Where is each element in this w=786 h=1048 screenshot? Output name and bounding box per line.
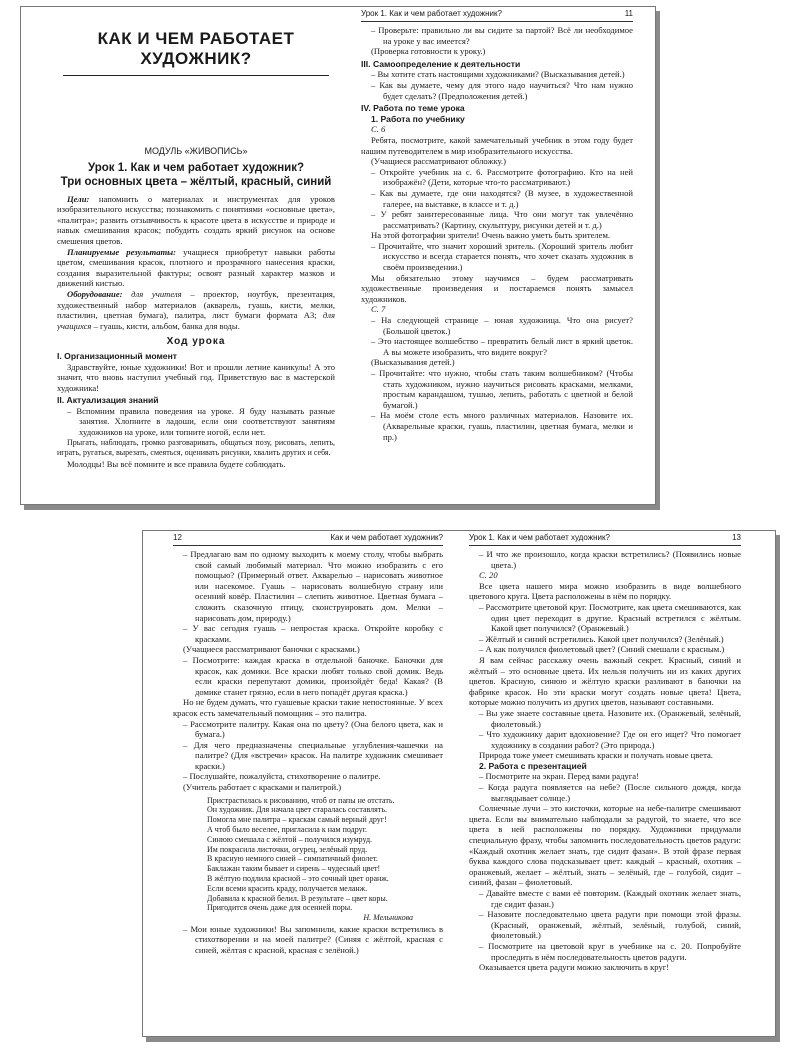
- text-line: На этой фотографии зрители! Очень важно уметь быть зрителем.: [371, 230, 611, 241]
- lesson-title-line-2: Три основных цвета – жёлтый, красный, синий: [60, 175, 332, 188]
- lesson-flow-heading: Ход урока: [166, 336, 226, 348]
- page-12: [173, 531, 443, 1036]
- text-line: – И что же произошло, когда краски встретились? (Появились новые цвета.): [479, 549, 741, 570]
- goals-label: Цели:: [67, 193, 90, 204]
- equipment-teacher-text: – проектор, ноутбук, презентация, художественный набор материалов (акварель, гуашь, кисти, мелки, пластилин, цветная бумага), палитра, лист бумаги формата А3;: [57, 288, 335, 321]
- text-line: – Прочитайте, что значит хороший зритель. (Хороший зритель любит искусство и всегда старается понять, что хочет сказать художник в своём произведении.): [371, 240, 633, 273]
- text-line: – Для чего предназначены специальные углубления-чашечки на палитре? (Для «встречи» красок. На палитре художник смешивает краски.): [183, 739, 443, 771]
- page-11: [361, 7, 633, 504]
- text-line: – На следующей странице – юная художница. Что она рисует? (Большой цветок.): [371, 315, 633, 336]
- running-header: [173, 531, 443, 546]
- text-line: (Проверка готовности к уроку.): [371, 46, 486, 57]
- text-line: Природа тоже умеет смешивать краски и получать новые цвета.: [479, 750, 713, 761]
- section-3-heading: III. Самоопределение к деятельности: [361, 58, 521, 69]
- poem-line: Им покрасила листочки, огурец, зелёный пруд.: [207, 844, 368, 854]
- page-ref: С. 6: [371, 124, 386, 135]
- poem-line: Пригодится очень даже для осенней поры.: [207, 903, 353, 913]
- text-line: – Посмотрите на экран. Перед вами радуга!: [479, 771, 639, 782]
- text-line: – Что художнику дарит вдохновение? Где он его ищет? Что помогает художнику в создании работ? (Это природа.): [479, 729, 741, 750]
- page-13-body: [469, 549, 741, 973]
- text-line: – На моём столе есть много различных материалов. Назовите их. (Акварельные краски, гуашь, пластилин, цветная бумага, мелки и пр.): [371, 410, 633, 442]
- text-line: (Учащиеся рассматривают обложку.): [371, 156, 506, 167]
- text-line: – Как вы думаете, где они находятся? (В музее, в художественной галерее, на выставке, в классе и т. д.): [371, 187, 633, 209]
- text-line: – Вы уже знаете составные цвета. Назовите их. (Оранжевый, зелёный, фиолетовый.): [479, 707, 741, 729]
- text-line: – Как вы думаете, чему для этого надо научиться? Что нам нужно будет сделать? (Предположения детей.): [371, 79, 633, 101]
- book-spread-top: [20, 6, 656, 505]
- page-number: 12: [173, 533, 182, 542]
- text-line: Ребята, посмотрите, какой замечательный учебник в этом году будет нашим путеводителем в мир изобразительного искусства.: [361, 134, 633, 156]
- section-2-list: Прыгать, наблюдать, громко разговаривать, общаться позу, рисовать, лепить, играть, ругаться, вырезать, смеяться, оценивать рисунки, хвалить других и себя.: [57, 437, 335, 458]
- page-13: [469, 531, 741, 1036]
- page-10: [57, 7, 335, 504]
- text-line: – Посмотрите: каждая краска в отдельной баночке. Баночки для красок, как домики. Все краски любят только свой домик. Ведь если краски перепутают домики, произойдёт беда! Какая? (В домике станет грязно, если в него попадёт другая краска.): [183, 654, 443, 697]
- goals-paragraph: [57, 194, 335, 247]
- module-heading: МОДУЛЬ «ЖИВОПИСЬ»: [144, 146, 248, 156]
- goals-text: напомнить о материалах и инструментах для уроков изобразительного искусства; познакомить с понятиями «основные цвета», «палитра»; развить отзывчивость к красоте цвета в искусстве и природе и навык смешивания красок; побудить создать яркий рисунок на основе смешения цветов.: [57, 193, 335, 246]
- section-4-heading: IV. Работа по теме урока: [361, 103, 465, 114]
- poem-line: Пристрастилась к рисованию, чтоб от папы не отстать.: [207, 795, 395, 805]
- chapter-title-line-2: ХУДОЖНИК?: [140, 49, 252, 68]
- text-line: – Послушайте, пожалуйста, стихотворение о палитре.: [183, 771, 381, 782]
- results-text: учащиеся приобретут навыки работы цветом, смешивания красок, плотного и прозрачного нанесения краски, создания выразительной фактуры; освоят разный характер мазков и движений кистью.: [57, 246, 335, 289]
- poem: [173, 796, 443, 914]
- text-line: Солнечные лучи – это кисточки, которые на небе-палитре смешивают цвета. Если вы внимательно наблюдали за радугой, то знаете, что все цвета в ней расположены по порядку. Художники придумали специальную фразу, чтобы запомнить последовательность цветов радуги: «Каждый охотник желает знать, где сидит фазан». В этой фразе первая буква каждого слова подсказывает цвет: каждый – красный, охотник – оранжевый, желает – жёлтый, знать – зелёный, где – голубой, сидит – синий, фазан – фиолетовый.: [469, 803, 741, 888]
- text-line: – У ребят заинтересованные лица. Что они могут так увлечённо рассматривать? (Картину, скульптуру, рисунки детей и т. д.): [371, 209, 633, 230]
- equipment-label: Оборудование:: [67, 288, 123, 299]
- subsection-heading: 1. Работа по учебнику: [371, 113, 465, 124]
- text-line: – Предлагаю вам по одному выходить к моему столу, чтобы выбрать свой самый любимый материал. Что можно изобразить с его помощью? (Примерный ответ. Акварелью – нарисовать животное или насекомое. Гуашь – нарисовать волшебную страну или осенний ковёр. Пластилин – слепить животное. Цветная бумага – сложить сказочную птицу, сконструировать дом. Мелки – нарисовать дом, природу.): [183, 549, 443, 623]
- running-header: [361, 7, 633, 22]
- page-ref: С. 20: [479, 570, 498, 581]
- section-1-heading: I. Организационный момент: [57, 350, 177, 361]
- poem-line: Синюю смешала с жёлтой – получился изумруд.: [207, 834, 373, 844]
- text-line: – Когда радуга появляется на небе? (После сильного дождя, когда выглядывает солнце.): [479, 782, 741, 803]
- poem-author: Н. Мельникова: [363, 913, 413, 923]
- text-line: – Рассмотрите палитру. Какая она по цвету? (Она белого цвета, как и бумага.): [183, 718, 443, 740]
- text-line: – Жёлтый и синий встретились. Какой цвет получился? (Зелёный.): [479, 633, 724, 644]
- text-line: Мы обязательно этому научимся – будем рассматривать художественные произведения и постараемся понять замысел художников.: [361, 272, 633, 304]
- text-line: – Посмотрите на цветовой круг в учебнике на с. 20. Попробуйте проследить в нём последовательность цветов радуги.: [479, 940, 741, 962]
- equipment-teacher-label: для учителя: [131, 288, 182, 299]
- equipment-pupil-text: – гуашь, кисти, альбом, банка для воды.: [93, 320, 240, 331]
- results-paragraph: [57, 247, 335, 289]
- section-2-end: Молодцы! Вы всё помните и все правила будете соблюдать.: [67, 458, 286, 469]
- text-line: Оказывается цвета радуги можно заключить в круг!: [479, 962, 670, 973]
- book-spread-bottom: [142, 530, 776, 1037]
- text-line: – Это настоящее волшебство – превратить белый лист в яркий цветок. А вы можете изобразить, что видите вокруг?: [371, 336, 633, 357]
- running-header-title: Урок 1. Как и чем работает художник?: [469, 533, 610, 542]
- text-line: – Мои юные художники! Вы запомнили, какие краски встретились в стихотворении и на моей палитре? (Синяя с жёлтой, красная с синей, жёлтая с красной, красная с зелёной.): [183, 923, 443, 955]
- section-1-text: Здравствуйте, юные художники! Вот и прошли летние каникулы! А это значит, что вновь наступил учебный год. Приветствую вас в мастерской художника!: [57, 361, 335, 393]
- text-line: (Высказывания детей.): [371, 357, 455, 368]
- poem-line: Помогла мне палитра – краскам самый верный друг!: [207, 815, 387, 825]
- page-ref: С. 7: [371, 304, 386, 315]
- text-line: – А как получился фиолетовый цвет? (Синий смешали с красным.): [479, 644, 725, 655]
- poem-line: Добавила к красной белил. В результате – цвет коры.: [207, 893, 388, 903]
- page-11-body: [361, 25, 633, 442]
- running-header: [469, 531, 741, 546]
- equipment-paragraph: [57, 289, 335, 331]
- running-header-title: Урок 1. Как и чем работает художник?: [361, 9, 502, 18]
- poem-line: В красную немного синей – симпатичный фиолет.: [207, 854, 378, 864]
- text-line: – Назовите последовательно цвета радуги при помощи этой фразы. (Красный, оранжевый, жёлтый, зелёный, голубой, синий, фиолетовый.): [479, 909, 741, 941]
- lesson-title: [57, 161, 335, 189]
- text-line: (Учащиеся рассматривают баночки с красками.): [183, 644, 360, 655]
- text-line: Все цвета нашего мира можно изобразить в виде волшебного цветового круга. Цвета расположены в нём по порядку.: [469, 580, 741, 602]
- poem-line: В жёлтую подлила красной – это сочный цвет оранж.: [207, 874, 389, 884]
- text-line: Но не будем думать, что гуашевые краски такие непостоянные. У всех красок есть замечательный помощник – это палитра.: [173, 697, 443, 718]
- page-number: 13: [732, 533, 741, 542]
- title-rule: [63, 75, 329, 76]
- subsection-heading: 2. Работа с презентацией: [479, 760, 587, 771]
- section-2-dash: – Вспомним правила поведения на уроке. Я буду называть разные занятия. Хлопните в ладоши, если они соответствуют занятиям художников на уроке, или топните ногой, если нет.: [67, 405, 335, 438]
- results-label: Планируемые результаты:: [67, 246, 176, 257]
- text-line: – Прочитайте: что нужно, чтобы стать таким волшебником? (Чтобы стать художником, нужно научиться рисовать красками, мелками, простым карандашом, тушью, лепить, работать с цветной и белой бумагой.): [371, 368, 633, 410]
- section-2-heading: II. Актуализация знаний: [57, 395, 159, 406]
- poem-line: А чтоб было веселее, пригласила к нам подруг.: [207, 825, 368, 835]
- poem-line: Баклажан таким бывает и сирень – чудесный цвет!: [207, 864, 381, 874]
- text-line: – Проверьте: правильно ли вы сидите за партой? Всё ли необходимое на уроке у вас имеется?: [371, 25, 633, 46]
- chapter-title: [57, 29, 335, 69]
- text-line: – Рассмотрите цветовой круг. Посмотрите, как цвета смешиваются, как один цвет переходит в другие. Красный встретился с жёлтым. Какой цвет получился? (Оранжевый.): [479, 601, 741, 634]
- lesson-title-line-1: Урок 1. Как и чем работает художник?: [87, 161, 305, 174]
- equipment-pupil-label: для учащихся: [57, 310, 335, 331]
- page-number: 11: [624, 9, 633, 18]
- page-12-body: [173, 549, 443, 956]
- text-line: (Учитель работает с красками и палитрой.): [183, 782, 342, 793]
- text-line: – Давайте вместе с вами её повторим. (Каждый охотник желает знать, где сидит фазан.): [479, 888, 741, 909]
- text-line: – Вы хотите стать настоящими художниками? (Высказывания детей.): [371, 69, 625, 80]
- running-header-title: Как и чем работает художник?: [330, 533, 443, 542]
- text-line: – Откройте учебник на с. 6. Рассмотрите фотографию. Кто на ней изображён? (Дети, которые что-то рассматривают.): [371, 166, 633, 188]
- text-line: – У вас сегодня гуашь – непростая краска. Откройте коробку с красками.: [183, 623, 443, 644]
- chapter-title-line-1: КАК И ЧЕМ РАБОТАЕТ: [97, 29, 295, 48]
- text-line: Я вам сейчас расскажу очень важный секрет. Красный, синий и жёлтый – это основные цвета. Их нельзя получить ни из каких других цветов. Красную, синюю и жёлтую краски разливают в баночки на фабрике красок. Но эти краски могут создать новые цвета! Цвета, которые можно получить из других цветов, называют составными.: [469, 654, 741, 708]
- poem-line: Он художник. Для начала цвет старалась составлять.: [207, 805, 387, 815]
- poem-line: Если всеми красить краду, получается меланж.: [207, 883, 368, 893]
